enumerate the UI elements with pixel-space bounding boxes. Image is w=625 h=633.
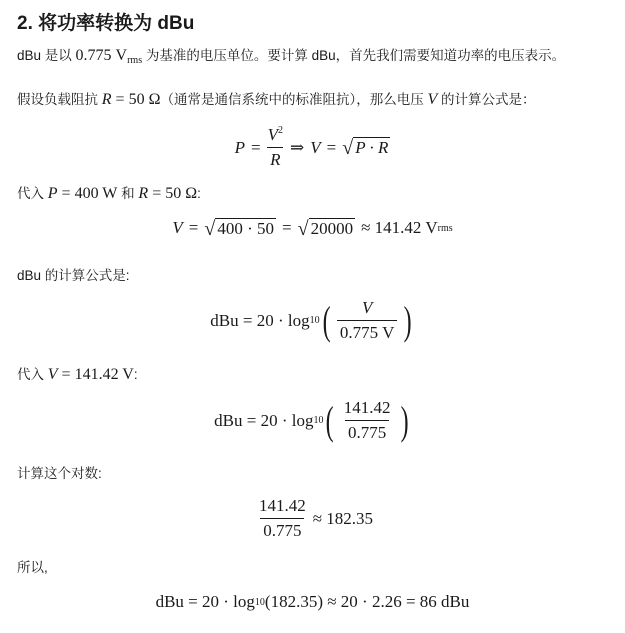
paragraph-impedance: 假设负载阻抗 R = 50 Ω（通常是通信系统中的标准阻抗），那么电压 V 的计算公式是： bbox=[17, 91, 536, 108]
equation-dbu-substituted: dBu = 20 · log 10 ( $\frac{141.42}{0.775}$ ) bbox=[214, 397, 409, 443]
equation-voltage-value: V = √ 400 · 50 = √ 20000 ≈ 141.42 V rms bbox=[172, 217, 453, 240]
paragraph-dbu-formula-intro: dBu 的计算公式是: bbox=[17, 268, 130, 283]
equation-ratio: $\frac{141.42}{0.775}$ ≈ 182.35 bbox=[0, 496, 625, 541]
sqrt-symbol: √ 20000 bbox=[297, 217, 354, 240]
equation-final-result: dBu = 20 · log 10 (182.35) ≈ 20 · 2.26 = 86 dBu bbox=[155, 592, 470, 611]
paragraph-dbu-definition: dBu 是以 0.775 $V_{rms}$ 为基准的电压单位。要计算 dBu，首先我们需要知道功率的电压表示。 bbox=[17, 47, 566, 66]
paragraph-therefore: 所以, bbox=[17, 560, 48, 575]
paragraph-substitute-power: 代入 P = 400 W 和 R = 50 Ω: bbox=[17, 185, 201, 202]
sqrt-symbol: √ 400 · 50 bbox=[204, 217, 274, 240]
sqrt-symbol: √ P · R bbox=[342, 136, 389, 159]
paragraph-substitute-voltage: 代入 V = 141.42 V: bbox=[17, 366, 138, 383]
fraction: $\frac{141.42}{0.775}$ bbox=[343, 398, 391, 442]
paragraph-compute-log: 计算这个对数: bbox=[17, 466, 102, 481]
section-heading: 2. 将功率转换为 dBu bbox=[17, 13, 195, 34]
fraction: $\frac{V^2}{R}$ bbox=[267, 125, 283, 169]
reference-voltage: 0.775 $V_{rms}$ bbox=[75, 47, 143, 66]
fraction: $\frac{141.42}{0.775}$ bbox=[258, 496, 306, 540]
equation-dbu-formula: dBu = 20 · log 10 ( $\frac{V}{0.775 V}$ ) bbox=[210, 297, 413, 343]
fraction: $\frac{V}{0.775 V}$ bbox=[337, 298, 397, 343]
equation-voltage-formula: P = $\frac{V^2}{R}$ ⇒ V = √ P · R bbox=[234, 125, 389, 169]
